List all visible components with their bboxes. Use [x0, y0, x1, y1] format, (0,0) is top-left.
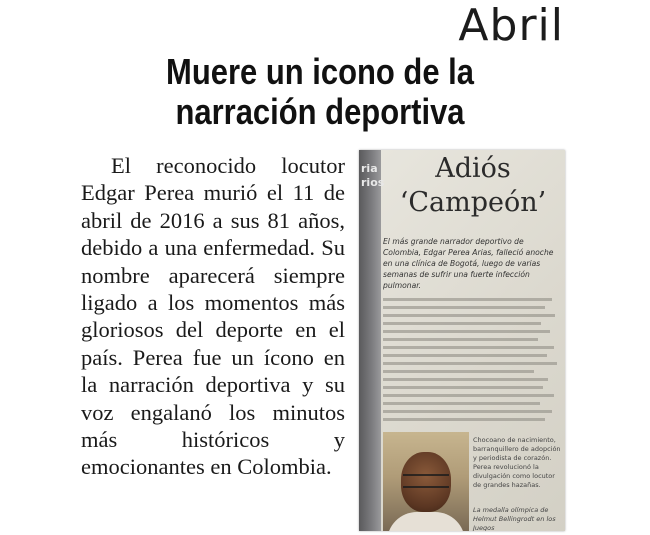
clipping-photo-caption: Chocoano de nacimiento, barranquillero de adopción y periodista de corazón. Perea revolucionó la divulgación como locutor de grandes hazañas. [473, 436, 561, 489]
clipping-text-line [383, 314, 555, 317]
section-month: Abril [458, 0, 564, 51]
clipping-title-line-1: Adiós [435, 153, 511, 184]
clipping-body-lines [383, 298, 559, 426]
clipping-text-line [383, 322, 541, 325]
clipping-lead: El más grande narrador deportivo de Colombia, Edgar Perea Arias, falleció anoche en una clínica de Bogotá, luego de varias semanas de sufrir una fuerte infección pulmonar. [383, 237, 554, 290]
clipping-title [381, 152, 565, 220]
clipping-text-line [383, 362, 557, 365]
clipping-edge-text: ria rios [361, 162, 385, 189]
article-headline [131, 52, 509, 132]
clipping-text-line [383, 394, 554, 397]
clipping-text-line [383, 306, 545, 309]
clipping-text-line [383, 338, 538, 341]
clipping-text-line [383, 346, 554, 349]
portrait-shirt [387, 512, 465, 531]
clipping-portrait-photo [383, 432, 469, 531]
portrait-glasses [403, 474, 449, 488]
clipping-text-line [383, 298, 552, 301]
article-body: El reconocido locutor Edgar Perea murió el 11 de abril de 2016 a sus 81 años, debido a una enfermedad. Su nombre aparecerá siempre ligado a los momentos más gloriosos del deporte en el país. Perea fue un ícono en la narración deportiva y su voz engalanó los minutos más históricos y emocionantes en Colombia. [81, 153, 345, 480]
clipping-text-line [383, 402, 540, 405]
clipping-photo-caption-2: La medalla olímpica de Helmut Bellingrodt en los Juegos [473, 506, 556, 531]
clipping-left-edge [359, 150, 385, 531]
clipping-text-line [383, 386, 543, 389]
clipping-text-line [383, 330, 550, 333]
newspaper-clipping-image [359, 150, 565, 531]
headline-line-2: narración deportiva [175, 91, 465, 132]
clipping-text-line [383, 378, 548, 381]
clipping-text-line [383, 410, 552, 413]
clipping-text-line [383, 354, 547, 357]
clipping-text-line [383, 418, 545, 421]
clipping-text-line [383, 370, 534, 373]
headline-line-1: Muere un icono de la [166, 51, 474, 92]
clipping-title-line-2: ‘Campeón’ [399, 187, 547, 218]
